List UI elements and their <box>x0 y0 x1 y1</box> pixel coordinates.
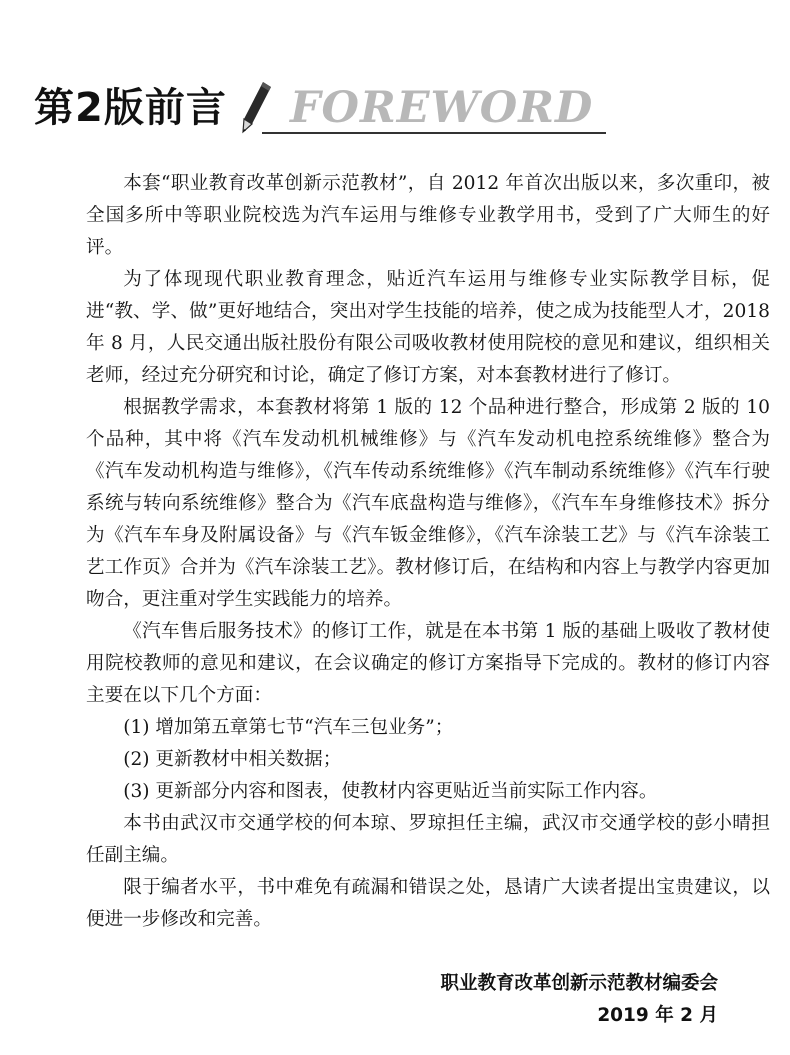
title-underline <box>262 132 606 134</box>
foreword-header <box>0 78 790 148</box>
signature-org: 职业教育改革创新示范教材编委会 <box>440 973 718 994</box>
list-item: (2) 更新教材中相关数据； <box>123 749 342 770</box>
list-item: (3) 更新部分内容和图表，使教材内容更贴近当前实际工作内容。 <box>123 781 658 802</box>
pencil-icon <box>236 78 276 138</box>
paragraph: 《汽车售后服务技术》的修订工作，就是在本书第 1 版的基础上吸收了教材使用院校教师的意见和建议，在会议确定的修订方案指导下完成的。教材的修订内容主要在以下几个方面： <box>86 621 770 706</box>
page-title: 第2版前言 <box>34 85 227 131</box>
signature-date: 2019 年 2 月 <box>597 1005 718 1026</box>
paragraph: 本书由武汉市交通学校的何本琼、罗琼担任主编，武汉市交通学校的彭小晴担任副主编。 <box>86 813 770 866</box>
paragraph: 限于编者水平，书中难免有疏漏和错误之处，恳请广大读者提出宝贵建议，以便进一步修改和完善。 <box>86 877 770 930</box>
paragraph: 本套“职业教育改革创新示范教材”，自 2012 年首次出版以来，多次重印，被全国多所中等职业院校选为汽车运用与维修专业教学用书，受到了广大师生的好评。 <box>86 173 770 258</box>
paragraph: 根据教学需求，本套教材将第 1 版的 12 个品种进行整合，形成第 2 版的 10 个品种，其中将《汽车发动机机械维修》与《汽车发动机电控系统维修》整合为《汽车发动机构造与维修》，《汽车传动系统维修》《汽车制动系统维修》《汽车行驶系统与转向系统维修》整合为《汽车底盘构造与维修》，《汽车车身维修技术》拆分为《汽车车身及附属设备》与《汽车钣金维修》，《汽车涂装工艺》与《汽车涂装工艺工作页》合并为《汽车涂装工艺》。教材修订后，在结构和内容上与教学内容更加吻合，更注重对学生实践能力的培养。 <box>86 397 770 610</box>
page-title-english: FOREWORD <box>290 83 594 133</box>
paragraph: 为了体现现代职业教育理念，贴近汽车运用与维修专业实际教学目标，促进“教、学、做”更好地结合，突出对学生技能的培养，使之成为技能型人才，2018 年 8 月，人民交通出版社股份有限公司吸收教材使用院校的意见和建议，组织相关老师，经过充分研究和讨论，确定了修订方案，对本套教材进行了修订。 <box>86 269 770 386</box>
list-item: (1) 增加第五章第七节“汽车三包业务”； <box>123 717 454 738</box>
foreword-body <box>86 168 770 936</box>
signature-block <box>440 968 718 1032</box>
